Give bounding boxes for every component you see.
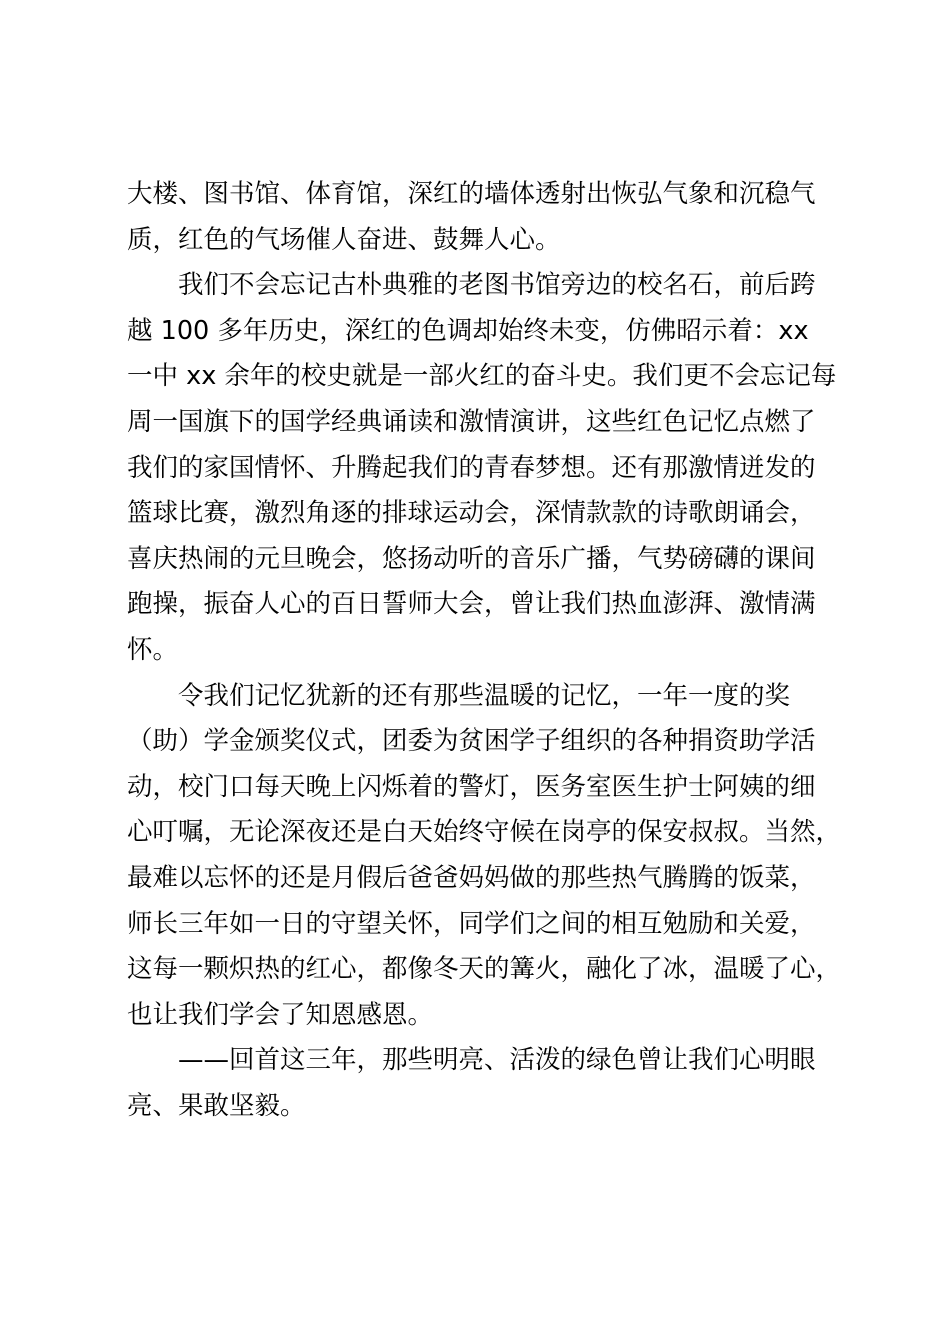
text-line: 跑操，振奋人心的百日誓师大会，曾让我们热血澎湃、激情满 [127,589,816,620]
document-page [127,172,862,1129]
text-line: 也让我们学会了知恩感恩。 [127,999,434,1030]
paragraph [127,674,862,1039]
text-line: ——回首这三年，那些明亮、活泼的绿色曾让我们心明眼 [178,1045,816,1076]
text-line: 亮、果敢坚毅。 [127,1090,306,1121]
text-line: 师长三年如一日的守望关怀，同学们之间的相互勉励和关爱， [127,908,816,939]
paragraph [127,263,862,673]
text-line: 动，校门口每天晚上闪烁着的警灯，医务室医生护士阿姨的细 [127,771,816,802]
text-line: 我们不会忘记古朴典雅的老图书馆旁边的校名石，前后跨 [178,270,816,301]
text-line: 大楼、图书馆、体育馆，深红的墙体透射出恢弘气象和沉稳气 [127,179,816,209]
text-line: 越 100 多年历史，深红的色调却始终未变，仿佛昭示着：xx [127,315,809,346]
text-line: 周一国旗下的国学经典诵读和激情演讲，这些红色记忆点燃了 [127,406,816,437]
paragraph [127,172,862,263]
text-line: （助）学金颁奖仪式，团委为贫困学子组织的各种捐资助学活 [127,726,816,757]
text-line: 质，红色的气场催人奋进、鼓舞人心。 [127,224,561,255]
text-line: 我们的家国情怀、升腾起我们的青春梦想。还有那激情迸发的 [127,452,816,483]
paragraph [127,1038,862,1129]
text-line: 最难以忘怀的还是月假后爸爸妈妈做的那些热气腾腾的饭菜， [127,862,816,893]
text-line: 令我们记忆犹新的还有那些温暖的记忆，一年一度的奖 [178,680,791,711]
text-line: 心叮嘱，无论深夜还是白天始终守候在岗亭的保安叔叔。当然， [127,817,842,848]
text-line: 一中 xx 余年的校史就是一部火红的奋斗史。我们更不会忘记每 [127,361,837,392]
text-line: 篮球比赛，激烈角逐的排球运动会，深情款款的诗歌朗诵会， [127,498,816,529]
text-line: 怀。 [127,634,179,665]
text-line: 这每一颗炽热的红心，都像冬天的篝火，融化了冰，温暖了心， [127,954,842,985]
text-line: 喜庆热闹的元旦晚会，悠扬动听的音乐广播，气势磅礴的课间 [127,543,816,574]
